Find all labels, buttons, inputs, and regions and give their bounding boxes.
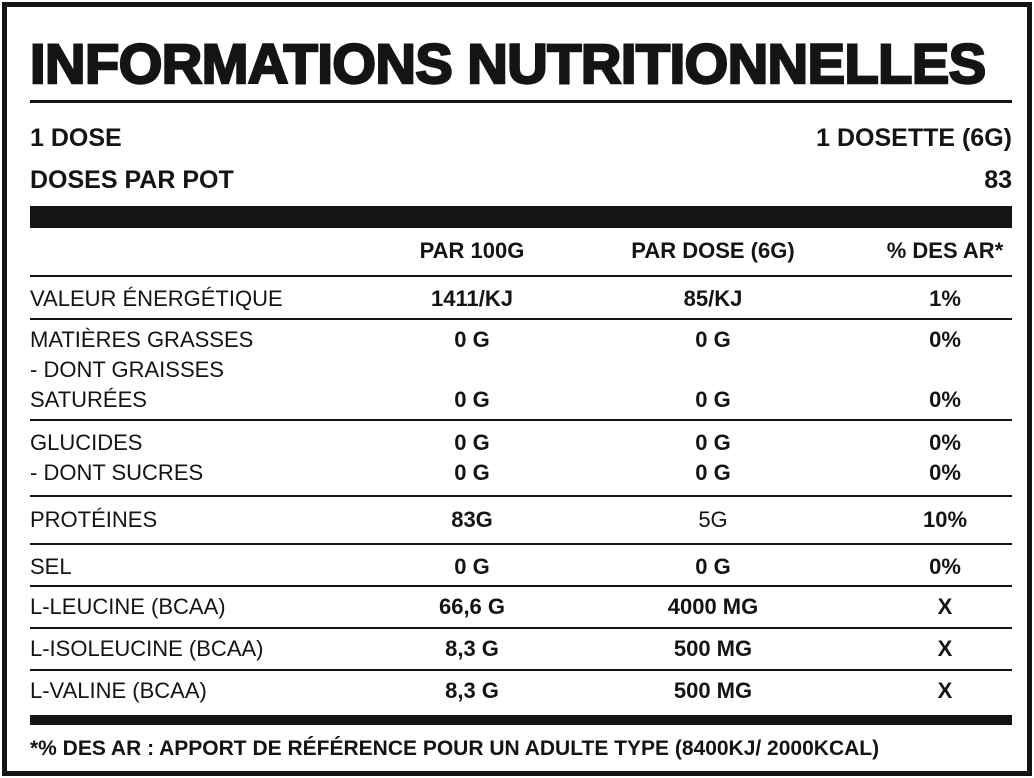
row-label-isoleucine: L-ISOLEUCINE (BCAA) [30, 636, 264, 661]
table-divider [30, 669, 1012, 671]
row-protein-perdose: 5G [698, 507, 728, 532]
column-header-ar-percent: % DES AR* [886, 238, 1004, 263]
row-carbs-perdose: 0 G [695, 430, 731, 455]
serving-size-row [30, 120, 1012, 156]
table-divider [30, 543, 1012, 545]
nutrition-title: INFORMATIONS NUTRITIONNELLES [30, 32, 986, 95]
title-divider [30, 100, 1012, 103]
table-divider [30, 627, 1012, 629]
row-saturated-fat-perdose: 0 G [695, 387, 731, 412]
row-salt-perdose: 0 G [695, 554, 731, 579]
row-protein-ar: 10% [922, 507, 968, 532]
footnote: *% DES AR : APPORT DE RÉFÉRENCE POUR UN ADULTE TYPE (8400KJ/ 2000KCAL) [30, 737, 880, 760]
row-label-protein: PROTÉINES [30, 507, 158, 532]
servings-per-pot-row [30, 162, 1012, 198]
row-label-salt: SEL [30, 554, 72, 579]
row-label-leucine: L-LEUCINE (BCAA) [30, 594, 226, 619]
row-leucine-per100: 66,6 G [438, 594, 506, 619]
row-label-energy: VALEUR ÉNERGÉTIQUE [30, 286, 283, 311]
row-label-saturated-fat-line1: - DONT GRAISSES [30, 357, 224, 382]
column-header-per-dose: PAR DOSE (6G) [631, 238, 795, 263]
row-isoleucine-ar: X [937, 636, 953, 661]
row-carbs-per100: 0 G [454, 430, 490, 455]
row-valine-perdose: 500 MG [673, 678, 753, 703]
row-label-fat: MATIÈRES GRASSES [30, 327, 254, 352]
table-divider [30, 419, 1012, 421]
row-energy-per100: 1411/KJ [431, 286, 513, 311]
servings-per-pot-label: DOSES PAR POT [30, 165, 234, 194]
row-fat-per100: 0 G [454, 327, 490, 352]
row-salt-ar: 0% [929, 554, 961, 579]
row-carbs-ar: 0% [929, 430, 961, 455]
row-energy-ar: 1% [929, 286, 961, 311]
table-divider [30, 495, 1012, 497]
servings-per-pot-value: 83 [984, 165, 1012, 194]
row-saturated-fat-ar: 0% [929, 387, 961, 412]
row-leucine-ar: X [937, 594, 953, 619]
row-fat-perdose: 0 G [695, 327, 731, 352]
row-leucine-perdose: 4000 MG [667, 594, 759, 619]
table-divider [30, 318, 1012, 320]
row-saturated-fat-per100: 0 G [454, 387, 490, 412]
nutrition-label [2, 2, 1032, 776]
row-fat-ar: 0% [929, 327, 961, 352]
row-label-carbs: GLUCIDES [30, 430, 143, 455]
row-isoleucine-perdose: 500 MG [673, 636, 753, 661]
row-sugars-per100: 0 G [454, 460, 490, 485]
row-label-valine: L-VALINE (BCAA) [30, 678, 207, 703]
row-label-saturated-fat-line2: SATURÉES [30, 387, 147, 412]
row-sugars-ar: 0% [929, 460, 961, 485]
row-sugars-perdose: 0 G [695, 460, 731, 485]
column-header-per-100g: PAR 100G [419, 238, 525, 263]
row-valine-per100: 8,3 G [445, 678, 499, 703]
serving-size-value: 1 DOSETTE (6G) [816, 123, 1012, 152]
table-divider [30, 585, 1012, 587]
thick-divider-bottom [30, 715, 1012, 725]
serving-size-label: 1 DOSE [30, 123, 122, 152]
row-energy-perdose: 85/KJ [683, 286, 743, 311]
row-isoleucine-per100: 8,3 G [445, 636, 499, 661]
row-protein-per100: 83G [451, 507, 493, 532]
thick-divider-top [30, 206, 1012, 228]
row-label-sugars: - DONT SUCRES [30, 460, 204, 485]
table-divider [30, 275, 1012, 277]
row-salt-per100: 0 G [454, 554, 490, 579]
row-valine-ar: X [937, 678, 953, 703]
